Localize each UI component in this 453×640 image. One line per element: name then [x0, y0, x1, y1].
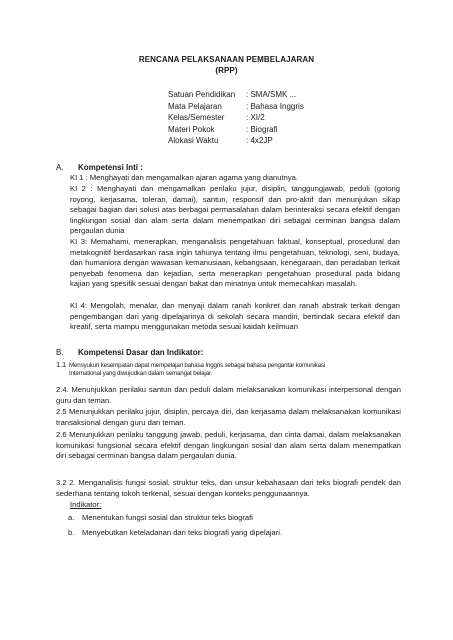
kd-1-1-line1: Mensyukuri kesempatan dapat mempelajari bahasa Inggris sebagai bahasa pengantar komunikasi [69, 362, 326, 369]
section-a-heading [56, 163, 143, 172]
info-label: Materi Pokok [168, 124, 215, 134]
info-value: : XI/2 [246, 113, 265, 122]
info-value: : SMA/SMK ... [246, 90, 297, 99]
kd-1-1-line2: International yang diwujudkan dalam semangat belajar. [69, 370, 213, 378]
kd-2-5: 2.5 Menunjukkan perilaku jujur, disiplin, percaya diri, dan kerjasama dalam melaksanakan komunikasi transaksional dengan guru dan teman. [56, 407, 401, 427]
info-label: Kelas/Semester [168, 113, 225, 122]
ki2-text: KI 2 : Menghayati dan mengamalkan perilaku jujur, disiplin, tanggungjawab, peduli (gotong royong, kerjasama, toleran, damai), santun, responsif dan pro-aktif dan menunjukan sikap sebagai bagian dari solusi atas berbagai permasalahan dalam berinteraksi secara efektif dengan lingkungan sosial dan alam serta dalam menempatkan diri sebagai cerminan bangsa dalam pergaulan dunia [70, 184, 400, 235]
section-b-title: Kompetensi Dasar dan Indikator: [78, 348, 204, 357]
kd-3-2-2: 3.2 2. Menganalisis fungsi sosial, struktur teks, dan unsur kebahasaan dari teks biografi pendek dan sederhana tentang tokoh terkenal, sesuai dengan konteks penggunaannya. [56, 478, 401, 498]
info-value: : Bahasa Inggris [246, 101, 304, 111]
document-title: RENCANA PELAKSANAAN PEMBELAJARAN [138, 55, 315, 64]
ki4-text: KI 4: Mengolah, menalar, dan menyaji dalam ranah konkret dan ranah abstrak terkait dengan pengembangan dari yang dipelajarinya di sekolah secara mandiri, bertindak secara efektif dan kreatif, serta mampu menggunakan metoda sesuai kaidah keilmuan [70, 301, 400, 331]
info-row-materi [168, 124, 304, 136]
kd-1-1-number: 1.1 [56, 360, 67, 369]
section-b-heading [56, 348, 203, 357]
section-a-marker: A. [56, 163, 64, 172]
indikator-text: Menyebutkan keteladanan dari teks biografi yang dipelajari. [82, 528, 283, 537]
ki3-text: KI 3: Memahami, menerapkan, menganalisis pengetahuan faktual, konseptual, prosedural dan metakognitif berdasarkan rasa ingin tahunya tentang ilmu pengetahuan, teknologi, seni, budaya, dan humaniora dengan wawasan kemanusiaan, kebangsaan, kenegaraan, dan peradaban terkait penyebab fenomena dan kejadian, serta menerapkan pengetahuan prosedural pada bidang kajian yang spesifik sesuai dengan bakat dan minatnya untuk memecahkan masalah. [70, 237, 400, 288]
indikator-label: Indikator: [70, 500, 102, 509]
document-subtitle: (RPP) [215, 66, 238, 75]
info-value: : Biografi [246, 124, 278, 134]
indikator-marker: a. [68, 513, 75, 522]
info-value: : 4x2JP [246, 136, 273, 145]
info-row-alokasi [168, 135, 304, 147]
info-row-mapel [168, 101, 304, 113]
info-label: Alokasi Waktu [168, 136, 219, 145]
info-table [168, 89, 304, 147]
info-row-kelas [168, 112, 304, 124]
kd-2-4: 2.4. Menunjukkan perilaku santun dan peduli dalam melaksanakan komunikasi interpersonal dengan guru dan teman. [56, 385, 401, 405]
ki1-text: KI 1 : Menghayati dan mengamalkan ajaran agama yang dianutnya. [70, 173, 298, 182]
kd-2-6: 2.6 Menunjukkan perilaku tanggung jawab, peduli, kerjasama, dan cinta damai, dalam melaksanakan komunikasi fungsional secara efektif dengan lingkungan sosial dan alam serta dalam menempatkan diri sebagai cerminan bangsa dalam pergaulan dunia. [56, 430, 401, 460]
indikator-item-b [68, 528, 398, 539]
info-row-satuan [168, 89, 304, 101]
section-a-title: Kompetensi Inti : [78, 163, 143, 172]
section-b-marker: B. [56, 348, 64, 357]
info-label: Mata Pelajaran [168, 101, 222, 111]
info-label: Satuan Pendidikan [168, 90, 236, 99]
indikator-marker: b. [68, 528, 75, 537]
indikator-text: Menentukan fungsi sosial dan struktur teks biografi [82, 513, 253, 522]
indikator-item-a [68, 513, 398, 524]
kd-1-1 [56, 361, 401, 378]
